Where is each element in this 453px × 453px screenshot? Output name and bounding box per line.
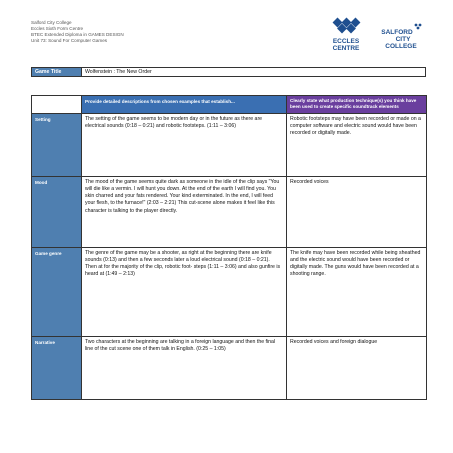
eccles-logo-line2: CENTRE xyxy=(332,45,360,52)
salford-logo-line3: COLLEGE xyxy=(385,43,417,50)
salford-logo-line2: CITY xyxy=(395,36,411,43)
game-genre-technique: The knife may have been recorded while being sheathed and the electric sound would have been recorded or digitally made. The guns would have been recorded at a shooting range. xyxy=(287,248,427,337)
header-line-college: Salford City College xyxy=(31,20,72,25)
analysis-table xyxy=(31,95,427,400)
setting-description: The setting of the game seems to be modern day or in the future as there are electrical sounds (0:18 – 0:21) and robotic footsteps. (1:11 – 3:06) xyxy=(82,114,287,177)
row-label-setting: Setting xyxy=(32,114,82,177)
document-header xyxy=(31,20,124,44)
technique-column-header: Clearly state what production technique(s) you think have been used to create specific soundtrack elements xyxy=(287,96,427,114)
game-title-value: Wolfenstein : The New Order xyxy=(85,69,152,75)
mood-description: The mood of the game seems quite dark as someone in the idle of the clip says "You will die like a vermin. I will hunt you down. At the end of the earth I will find you. You skin charred and your fats rendered. Your kind exterminated. In the end, I will feed your flesh, to the furnace!" (2:03 – 2:21) This cut-scene alone makes it feel like this character is talking to the player directly. xyxy=(82,177,287,248)
table-header-row xyxy=(32,96,427,114)
header-line-course: BTEC Extended Diploma in GAMES DESIGN xyxy=(31,32,124,38)
table-row xyxy=(32,114,427,177)
table-row xyxy=(32,248,427,337)
salford-logo-line1: SALFORD xyxy=(381,29,413,36)
eccles-logo-line1: ECCLES xyxy=(332,38,360,45)
game-title-row xyxy=(31,67,426,77)
game-title-label: Game Title xyxy=(32,68,82,76)
narrative-description: Two characters at the beginning are talking in a foreign language and then the final line of the cut scene one of them talk in English. (0:25 – 1:05) xyxy=(82,337,287,400)
description-column-header: Provide detailed descriptions from chosen examples that establish... xyxy=(82,96,287,114)
table-row xyxy=(32,337,427,400)
narrative-technique: Recorded voices and foreign dialogue xyxy=(287,337,427,400)
eccles-centre-logo xyxy=(325,17,367,55)
header-blank-cell xyxy=(32,96,82,114)
row-label-game-genre: Game genre xyxy=(32,248,82,337)
row-label-narrative: Narrative xyxy=(32,337,82,400)
header-line-centre: Eccles Sixth Form Centre xyxy=(31,26,84,32)
setting-technique: Robotic footsteps may have been recorded or made on a computer software and electric sound would have been recorded or digitally made. xyxy=(287,114,427,177)
table-row xyxy=(32,177,427,248)
mood-technique: Recorded voices xyxy=(287,177,427,248)
salford-city-college-logo xyxy=(373,22,425,52)
header-line-unit: Unit 73: Sound For Computer Games xyxy=(31,38,108,44)
game-genre-description: The genre of the game may be a shooter, as right at the beginning there are knife sounds (0:13) and then a few seconds later a loud electrical sound (0:18 – 0:21). Then at for the majority of the clip, robotic foot- steps (1:11 – 3:06) and also gunfire is heard at (1:49 – 2:13) xyxy=(82,248,287,337)
row-label-mood: Mood xyxy=(32,177,82,248)
